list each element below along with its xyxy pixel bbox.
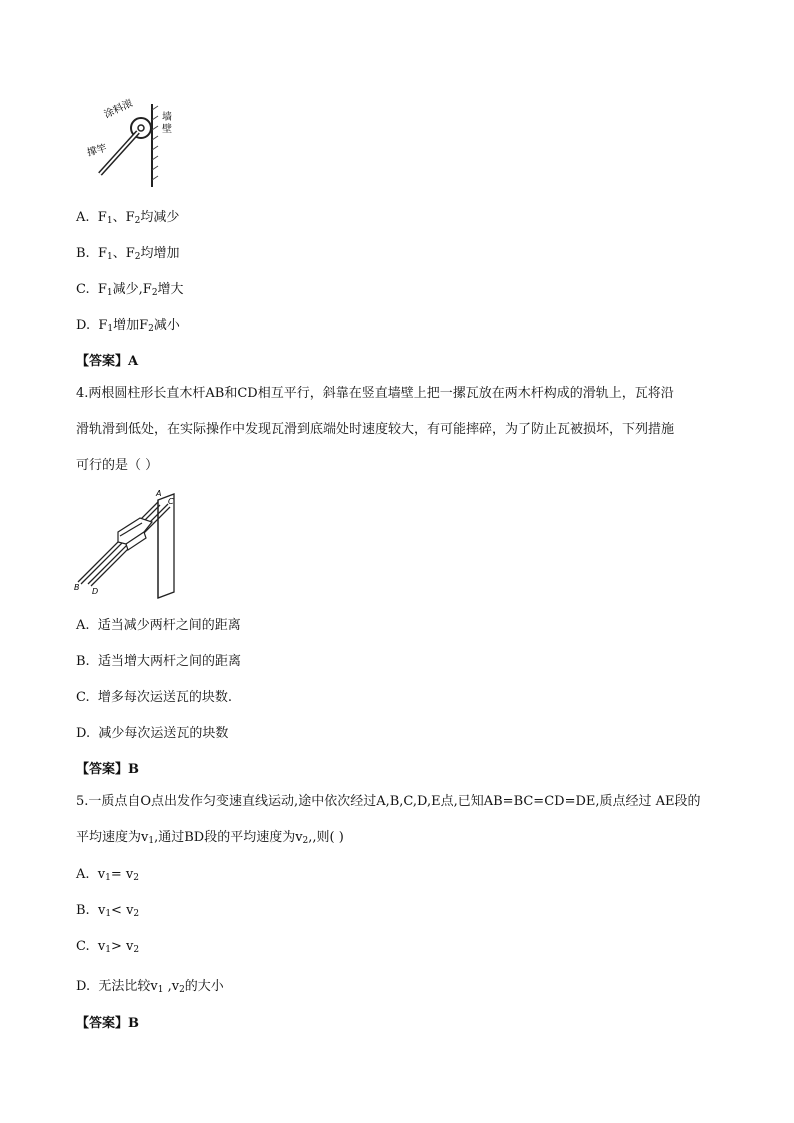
q4-option-c: C. 增多每次运送瓦的块数. [76,690,233,705]
q3-option-d: D. $F_1$增加$F_2$减小 [76,318,180,334]
q5-option-b: B. $v_1< v_2$ [76,903,140,919]
q4-option-a: A. 适当减少两杆之间的距离 [76,618,241,633]
q4-text-line-2: 滑轨滑到低处，在实际操作中发现瓦滑到底端处时速度较大，有可能摔碎，为了防止瓦被损坏，下列措施 [76,422,675,437]
label-a: A [156,489,162,498]
q4-text-line-1: 4.两根圆柱形长直木杆AB和CD相互平行，斜靠在竖直墙壁上把一摞瓦放在两木杆构成的滑轨上，瓦将沿 [76,386,674,401]
wall-label-2: 壁 [162,124,172,135]
wall-label-1: 墙 [162,112,172,123]
q5-option-a: A. $v_1= v_2$ [76,867,139,883]
q3-answer: 【答案】A [76,354,139,369]
q5-option-d: D. 无法比较$v_1$ $,v_2$的大小 [76,979,224,995]
tile-slide-figure [74,488,194,600]
q3-option-b: B. $F_1$、$F_2$均增加 [76,246,180,262]
label-d: D [92,587,99,596]
tile-stack [118,518,152,550]
q5-text-line-2: 平均速度为$v_1$,通过BD段的平均速度为$v_2$,,则( ) [76,830,344,846]
paint-roller-figure [80,92,190,192]
roller-axle [138,125,144,131]
q3-option-c: C. $F_1$减少$,F_2$增大 [76,282,184,298]
wall-board [158,494,174,598]
label-c: C [168,497,174,506]
q4-text-line-3: 可行的是（ ） [76,458,159,473]
q4-option-b: B. 适当增大两杆之间的距离 [76,654,241,669]
q3-option-a: A. $F_1$、$F_2$均减少 [76,210,180,226]
q5-text-line-1: 5.一质点自O点出发作匀变速直线运动,途中依次经过A,B,C,D,E点,已知AB=BC=CD=DE,质点经过 AE段的 [76,794,701,809]
q5-answer: 【答案】B [76,1016,140,1031]
q4-option-d: D. 减少每次运送瓦的块数 [76,726,229,741]
q5-option-c: C. $v_1> v_2$ [76,939,140,955]
rod-label: 撑竿 [85,143,109,159]
q4-answer: 【答案】B [76,762,140,777]
label-b: B [74,583,80,592]
roller-label: 涂料滚 [102,98,135,121]
